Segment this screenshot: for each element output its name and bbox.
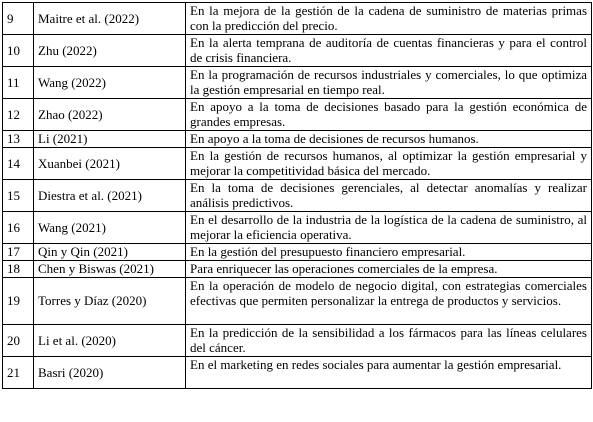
table-row	[3, 278, 592, 325]
row-description: En apoyo a la toma de decisiones basado para la gestión económica de grandes empresas.	[186, 99, 592, 131]
row-author: Wang (2021)	[34, 212, 186, 244]
table-row	[3, 244, 592, 261]
row-number: 12	[3, 99, 34, 131]
row-author: Diestra et al. (2021)	[34, 180, 186, 212]
row-description: En la programación de recursos industriales y comerciales, lo que optimiza la gestión empresarial en tiempo real.	[186, 67, 592, 99]
row-description: Para enriquecer las operaciones comerciales de la empresa.	[186, 261, 592, 278]
row-number: 10	[3, 35, 34, 67]
row-number: 19	[3, 278, 34, 325]
row-description: En la gestión de recursos humanos, al optimizar la gestión empresarial y mejorar la competitividad básica del mercado.	[186, 148, 592, 180]
row-number: 14	[3, 148, 34, 180]
row-number: 15	[3, 180, 34, 212]
row-author: Zhao (2022)	[34, 99, 186, 131]
references-table	[2, 2, 592, 389]
row-number: 17	[3, 244, 34, 261]
row-author: Qin y Qin (2021)	[34, 244, 186, 261]
row-author: Basri (2020)	[34, 357, 186, 389]
row-number: 13	[3, 131, 34, 148]
row-description: En la operación de modelo de negocio digital, con estrategias comerciales efectivas que permiten personalizar la entrega de productos y servicios.	[186, 278, 592, 325]
table-row	[3, 261, 592, 278]
row-number: 18	[3, 261, 34, 278]
table-row	[3, 3, 592, 35]
row-description: En apoyo a la toma de decisiones de recursos humanos.	[186, 131, 592, 148]
row-author: Xuanbei (2021)	[34, 148, 186, 180]
row-author: Li (2021)	[34, 131, 186, 148]
row-description: En la predicción de la sensibilidad a los fármacos para las líneas celulares del cáncer.	[186, 325, 592, 357]
row-author: Torres y Díaz (2020)	[34, 278, 186, 325]
row-number: 16	[3, 212, 34, 244]
row-author: Chen y Biswas (2021)	[34, 261, 186, 278]
row-author: Li et al. (2020)	[34, 325, 186, 357]
row-description: En el marketing en redes sociales para aumentar la gestión empresarial.	[186, 357, 592, 389]
row-description: En el desarrollo de la industria de la logística de la cadena de suministro, al mejorar la eficiencia operativa.	[186, 212, 592, 244]
table-row	[3, 148, 592, 180]
row-author: Zhu (2022)	[34, 35, 186, 67]
table-row	[3, 35, 592, 67]
table-row	[3, 67, 592, 99]
row-description: En la gestión del presupuesto financiero empresarial.	[186, 244, 592, 261]
table-body	[3, 3, 592, 389]
table-row	[3, 325, 592, 357]
table-row	[3, 212, 592, 244]
row-number: 21	[3, 357, 34, 389]
row-description: En la alerta temprana de auditoría de cuentas financieras y para el control de crisis financiera.	[186, 35, 592, 67]
row-number: 20	[3, 325, 34, 357]
table-row	[3, 131, 592, 148]
table-row	[3, 99, 592, 131]
row-number: 11	[3, 67, 34, 99]
table-row	[3, 357, 592, 389]
row-description: En la mejora de la gestión de la cadena de suministro de materias primas con la predicción del precio.	[186, 3, 592, 35]
row-description: En la toma de decisiones gerenciales, al detectar anomalías y realizar análisis predictivos.	[186, 180, 592, 212]
row-author: Wang (2022)	[34, 67, 186, 99]
row-number: 9	[3, 3, 34, 35]
table-row	[3, 180, 592, 212]
row-author: Maitre et al. (2022)	[34, 3, 186, 35]
